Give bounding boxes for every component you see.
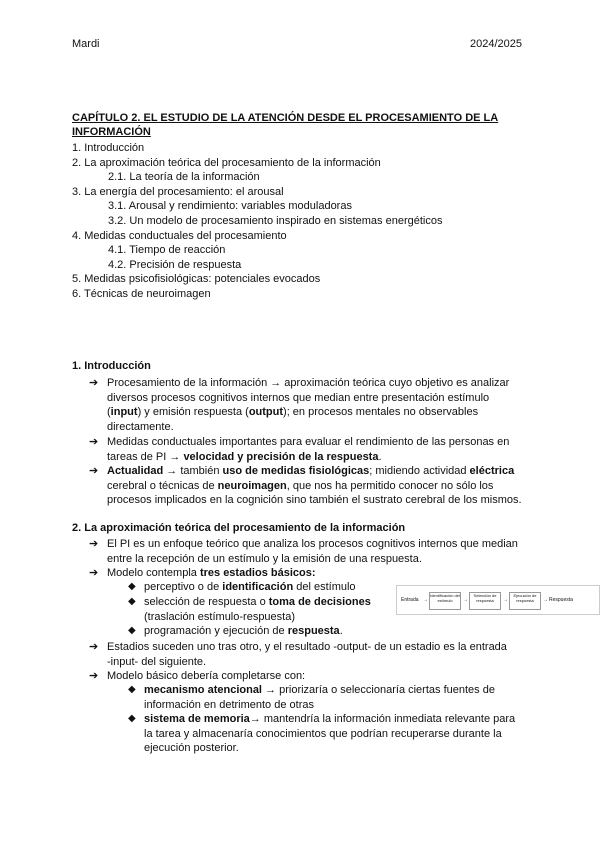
s1-bullet2: Medidas conductuales importantes para evaluar el rendimiento de las personas en tareas de PI → velocidad y precisión de la respuesta. [107, 436, 510, 463]
arrow-bullet-icon: ➔ [89, 436, 99, 448]
arrow-bullet-icon: ➔ [89, 641, 99, 653]
section2-heading: 2. La aproximación teórica del procesamiento de la información [72, 522, 406, 534]
s2-stage3: programación y ejecución de respuesta. [144, 625, 343, 637]
diamond-bullet-icon: ◆ [128, 713, 136, 724]
diagram-box: Identificación del estímulo [429, 592, 461, 610]
toc-item: 1. Introducción [72, 142, 145, 154]
diamond-bullet-icon: ◆ [128, 625, 136, 636]
arrow-bullet-icon: ➔ [89, 465, 99, 477]
chapter-title-line2: INFORMACIÓN [72, 126, 151, 138]
header-left: Mardi [72, 38, 100, 50]
toc-item: 3. La energía del procesamiento: el arousal [72, 185, 284, 198]
diagram-arrow-icon: → [463, 597, 468, 603]
chapter-title-line1: CAPÍTULO 2. EL ESTUDIO DE LA ATENCIÓN DESDE EL PROCESAMIENTO DE LA [72, 112, 499, 124]
table-of-contents [72, 141, 442, 302]
diagram-output: Respuesta [549, 597, 573, 603]
arrow-bullet-icon: ➔ [89, 567, 99, 579]
toc-subitem: 4.1. Tiempo de reacción [108, 244, 226, 257]
diagram-box: Selección de respuesta [469, 592, 501, 610]
s2-complement2: sistema de memoria→ mantendría la información inmediata relevante para la tarea y almacenaría conocimientos que podrían recuperarse durante la ejecución posterior. [144, 713, 516, 755]
s2-stage2: selección de respuesta o toma de decisiones (traslación estímulo-respuesta) [144, 596, 371, 623]
toc-item: 6. Técnicas de neuroimagen [72, 287, 211, 300]
diamond-bullet-icon: ◆ [128, 596, 136, 607]
arrow-bullet-icon: ➔ [89, 670, 99, 682]
diagram-arrow-icon: → [503, 597, 508, 603]
toc-subitem: 3.1. Arousal y rendimiento: variables moduladoras [108, 200, 352, 213]
diagram-box: Ejecución de respuesta [509, 592, 541, 610]
arrow-bullet-icon: ➔ [89, 377, 99, 389]
s2-bullet1: El PI es un enfoque teórico que analiza los procesos cognitivos internos que median entre la recepción de un estímulo y la emisión de una respuesta. [107, 538, 518, 565]
diagram-input: Entrada [401, 597, 419, 603]
s2-stage1: perceptivo o de identificación del estímulo [144, 581, 356, 593]
toc-item: 4. Medidas conductuales del procesamiento [72, 229, 287, 242]
toc-subitem: 3.2. Un modelo de procesamiento inspirado en sistemas energéticos [108, 214, 443, 227]
s1-bullet3: Actualidad → también uso de medidas fisiológicas; midiendo actividad eléctrica cerebral o técnicas de neuroimagen, que nos ha permitido conocer no sólo los procesos implicados en la cognición sino también el sustrato cerebral de los mismos. [107, 465, 522, 507]
s1-bullet1: Procesamiento de la información → aproximación teórica cuyo objetivo es analizar diversos procesos cognitivos internos que median entre presentación estímulo (input) y emisión respuesta (output); en procesos mentales no observables directamente. [107, 377, 510, 433]
s2-complement1: mecanismo atencional → priorizaría o seleccionaría ciertas fuentes de información en detrimento de otras [144, 684, 495, 711]
s2-bullet3: Estadios suceden uno tras otro, y el resultado -output- de un estadio es la entrada -input- del siguiente. [107, 641, 507, 668]
toc-subitem: 2.1. La teoría de la información [108, 171, 260, 184]
toc-subitem: 4.2. Precisión de respuesta [108, 258, 242, 271]
toc-item: 5. Medidas psicofisiológicas: potenciales evocados [72, 273, 321, 286]
section1-heading: 1. Introducción [72, 360, 151, 372]
diagram-arrow-icon: → [423, 597, 428, 603]
toc-item: 2. La aproximación teórica del procesamiento de la información [72, 156, 381, 169]
arrow-bullet-icon: ➔ [89, 538, 99, 550]
diamond-bullet-icon: ◆ [128, 684, 136, 695]
header-right: 2024/2025 [470, 38, 522, 50]
diamond-bullet-icon: ◆ [128, 581, 136, 592]
s2-bullet4: Modelo básico debería completarse con: [107, 670, 306, 682]
stages-diagram [396, 585, 600, 615]
s2-bullet2: Modelo contempla tres estadios básicos: [107, 567, 316, 579]
diagram-arrow-icon: → [543, 597, 548, 603]
